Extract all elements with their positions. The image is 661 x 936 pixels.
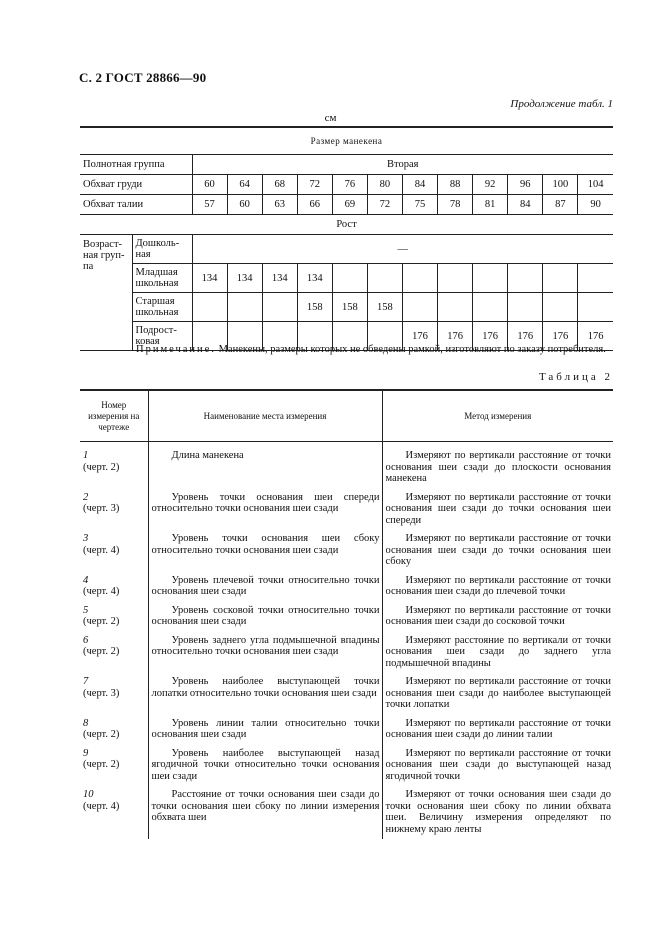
measurement-method: Измеряют по вертикали расстояние от точки основания шеи сзади до выступающей назад ягодичной точки [382,745,613,787]
age-group-name: Старшая школьная [132,293,192,322]
measurement-method: Измеряют по вертикали расстояние от точки основания шеи сзади до точки основания шеи сбоку [382,530,613,572]
measurement-number: 6 [83,634,89,646]
height-value: 134 [262,264,297,293]
measurement-name: Длина манекена [148,442,382,489]
height-value [473,293,508,322]
waist-value: 57 [192,195,227,215]
table-row [80,745,613,787]
measurement-method: Измеряют по вертикали расстояние от точки основания шеи сзади до сосковой точки [382,602,613,632]
waist-value: 81 [473,195,508,215]
chest-value: 88 [438,175,473,195]
chest-value: 100 [543,175,578,195]
table-row [80,530,613,572]
measurement-number-cell [80,530,148,572]
fullness-row [80,155,613,175]
measurement-number-cell [80,715,148,745]
height-value [332,264,367,293]
chest-value: 96 [508,175,543,195]
chest-value: 76 [332,175,367,195]
measurement-number: 1 [83,450,89,461]
height-value: 134 [192,264,227,293]
measurement-name: Уровень сосковой точки относительно точки основания шеи сзади [148,602,382,632]
measurement-method: Измеряют по вертикали расстояние от точки основания шеи сзади до линии талии [382,715,613,745]
unit-label: см [324,112,337,124]
height-value [262,293,297,322]
table-row [80,489,613,531]
measurement-number-cell [80,745,148,787]
waist-value: 63 [262,195,297,215]
chest-value: 60 [192,175,227,195]
drawing-ref: (черт. 2) [83,729,120,740]
measurement-number-cell [80,602,148,632]
age-group-row [80,264,613,293]
table-row [80,715,613,745]
age-group-name: Дошколь-ная [132,235,192,264]
col-header-number: Номер измерения на чертеже [80,390,148,442]
measurement-name: Уровень точки основания шеи спереди относительно точки основания шеи сзади [148,489,382,531]
measurement-name: Уровень линии талии относительно точки основания шеи сзади [148,715,382,745]
height-header-row [80,215,613,235]
chest-value: 92 [473,175,508,195]
measurement-number-cell [80,673,148,715]
waist-value: 90 [578,195,613,215]
table-row [80,572,613,602]
height-value [367,264,402,293]
height-value: 176 [438,322,473,351]
waist-value: 60 [227,195,262,215]
chest-value: 68 [262,175,297,195]
height-value [402,293,437,322]
measurement-name: Уровень заднего угла подмышечной впадины относительно точки основания шеи сзади [148,632,382,674]
measurement-method: Измеряют расстояние по вертикали от точки основания шеи сзади до заднего угла подмышечной впадины [382,632,613,674]
chest-value: 104 [578,175,613,195]
drawing-ref: (черт. 2) [83,616,120,627]
waist-value: 66 [297,195,332,215]
chest-value: 72 [297,175,332,195]
note-label: Примечание. [136,344,216,355]
height-value [578,264,613,293]
height-value [543,264,578,293]
height-header: Рост [80,215,613,235]
measurement-number-cell [80,572,148,602]
measurement-number: 3 [83,533,89,544]
measurement-number-cell [80,632,148,674]
measurement-number-cell [80,442,148,489]
measurement-number: 4 [83,574,89,586]
height-value [192,293,227,322]
height-value: 134 [227,264,262,293]
measurement-number: 5 [83,604,89,616]
height-value [438,293,473,322]
measurement-number-cell [80,786,148,839]
measurement-number-cell [80,489,148,531]
table-row [80,632,613,674]
measurement-number: 8 [83,717,89,729]
age-group-name: Младшая школьная [132,264,192,293]
table-row [80,786,613,839]
table-note [136,344,606,355]
measurement-method: Измеряют по вертикали расстояние от точки основания шеи сзади до наиболее выступающей точки лопатки [382,673,613,715]
age-group-name: Подрост-ковая [132,322,192,351]
drawing-ref: (черт. 4) [83,586,120,597]
height-value: 176 [473,322,508,351]
height-dash: — [192,235,613,264]
height-value [508,293,543,322]
measurement-number: 10 [83,789,94,800]
table-row [80,442,613,489]
drawing-ref: (черт. 2) [83,646,120,657]
height-value [438,264,473,293]
measurement-name: Расстояние от точки основания шеи сзади до точки основания шеи сбоку по линии измерения обхвата шеи [148,786,382,839]
height-value [473,264,508,293]
measurement-number: 2 [83,491,89,503]
waist-row [80,195,613,215]
waist-value: 84 [508,195,543,215]
drawing-ref: (черт. 2) [83,461,120,473]
col-header-method: Метод измерения [382,390,613,442]
waist-value: 72 [367,195,402,215]
chest-row [80,175,613,195]
age-group-row [80,235,613,264]
drawing-ref: (черт. 3) [83,687,120,699]
drawing-ref: (черт. 4) [83,800,120,812]
measurement-method: Измеряют по вертикали расстояние от точки основания шеи сзади до плечевой точки [382,572,613,602]
table-row [80,673,613,715]
note-text: Манекены, размеры которых не обведены рамкой, изготовляют по заказу потребителя. [218,344,606,355]
measurement-method: Измеряют по вертикали расстояние от точки основания шеи сзади до плоскости основания манекена [382,442,613,489]
waist-value: 78 [438,195,473,215]
age-group-label: Возраст-ная груп-па [80,235,132,351]
height-value [227,293,262,322]
height-value: 176 [543,322,578,351]
height-value [578,293,613,322]
waist-label: Обхват талии [80,195,192,215]
height-value: 134 [297,264,332,293]
size-header: Размер манекена [80,127,613,155]
height-value: 158 [367,293,402,322]
waist-value: 69 [332,195,367,215]
drawing-ref: (черт. 3) [83,503,120,514]
age-group-row [80,293,613,322]
height-value [508,264,543,293]
height-value: 158 [332,293,367,322]
measurement-number: 7 [83,676,89,687]
fullness-label: Полнотная группа [80,155,192,175]
table-1 [80,126,613,351]
height-value: 176 [508,322,543,351]
chest-value: 84 [402,175,437,195]
table-row [80,602,613,632]
height-value: 176 [402,322,437,351]
measurement-name: Уровень плечевой точки относительно точки основания шеи сзади [148,572,382,602]
measurement-number: 9 [83,747,89,759]
height-value [543,293,578,322]
col-header-name: Наименование места измерения [148,390,382,442]
measurement-name: Уровень наиболее выступающей назад ягодичной точки относительно точки основания шеи сзади [148,745,382,787]
table-2-title: Таблица 2 [538,371,613,383]
measurement-name: Уровень наиболее выступающей точки лопатки относительно точки основания шеи сзади [148,673,382,715]
waist-value: 87 [543,195,578,215]
table-2 [80,389,613,839]
page-header: С. 2 ГОСТ 28866—90 [79,70,207,85]
drawing-ref: (черт. 2) [83,759,120,770]
waist-value: 75 [402,195,437,215]
measurement-method: Измеряют от точки основания шеи сзади до точки основания шеи сбоку по линии обхвата шеи. Величину измерения определяют по нижнему краю ленты [382,786,613,839]
chest-label: Обхват груди [80,175,192,195]
height-value: 158 [297,293,332,322]
chest-value: 80 [367,175,402,195]
drawing-ref: (черт. 4) [83,544,120,556]
size-header-row [80,127,613,155]
measurement-name: Уровень точки основания шеи сбоку относительно точки основания шеи сзади [148,530,382,572]
table-continuation-label: Продолжение табл. 1 [510,98,613,110]
fullness-value: Вторая [192,155,613,175]
height-value: 176 [578,322,613,351]
measurement-method: Измеряют по вертикали расстояние от точки основания шеи сзади до точки основания шеи спереди [382,489,613,531]
height-value [402,264,437,293]
chest-value: 64 [227,175,262,195]
